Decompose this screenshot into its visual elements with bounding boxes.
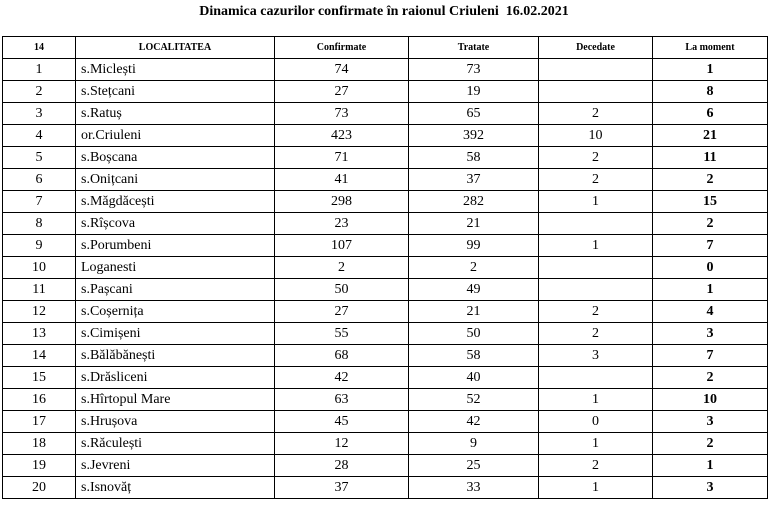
row-tratate-cell: 392 (409, 125, 539, 147)
row-localitatea-cell: s.Ratuș (76, 103, 275, 125)
row-decedate-cell (539, 213, 653, 235)
row-confirmate-cell: 298 (275, 191, 409, 213)
row-decedate-cell: 10 (539, 125, 653, 147)
row-number-cell: 17 (3, 411, 76, 433)
table-row (3, 257, 768, 279)
row-localitatea-cell: s.Măgdăcești (76, 191, 275, 213)
row-number-cell: 11 (3, 279, 76, 301)
row-la-moment-cell: 0 (653, 257, 768, 279)
row-localitatea-cell: s.Pașcani (76, 279, 275, 301)
row-localitatea-cell: s.Rîșcova (76, 213, 275, 235)
row-tratate-cell: 99 (409, 235, 539, 257)
row-tratate-cell: 50 (409, 323, 539, 345)
table-header-row (3, 37, 768, 59)
row-decedate-cell: 0 (539, 411, 653, 433)
row-confirmate-cell: 28 (275, 455, 409, 477)
row-confirmate-cell: 71 (275, 147, 409, 169)
row-la-moment-cell: 3 (653, 477, 768, 499)
row-confirmate-cell: 55 (275, 323, 409, 345)
row-number-cell: 15 (3, 367, 76, 389)
row-localitatea-cell: s.Hrușova (76, 411, 275, 433)
table-row (3, 169, 768, 191)
row-la-moment-cell: 1 (653, 279, 768, 301)
row-decedate-cell (539, 367, 653, 389)
row-number-cell: 9 (3, 235, 76, 257)
cases-table (2, 36, 768, 499)
row-la-moment-cell: 2 (653, 213, 768, 235)
row-confirmate-cell: 50 (275, 279, 409, 301)
table-row (3, 433, 768, 455)
row-la-moment-cell: 3 (653, 411, 768, 433)
row-decedate-cell: 1 (539, 389, 653, 411)
row-confirmate-cell: 74 (275, 59, 409, 81)
row-number-cell: 16 (3, 389, 76, 411)
row-number-cell: 2 (3, 81, 76, 103)
row-la-moment-cell: 7 (653, 345, 768, 367)
row-tratate-cell: 9 (409, 433, 539, 455)
row-number-cell: 7 (3, 191, 76, 213)
row-confirmate-cell: 41 (275, 169, 409, 191)
row-confirmate-cell: 45 (275, 411, 409, 433)
table-row (3, 103, 768, 125)
table-body (3, 59, 768, 499)
row-decedate-cell: 2 (539, 323, 653, 345)
row-number-cell: 12 (3, 301, 76, 323)
row-localitatea-cell: s.Jevreni (76, 455, 275, 477)
table-row (3, 235, 768, 257)
row-tratate-cell: 33 (409, 477, 539, 499)
header-la-moment: La moment (653, 37, 768, 59)
table-row (3, 191, 768, 213)
table-row (3, 147, 768, 169)
row-decedate-cell: 2 (539, 455, 653, 477)
table-row (3, 367, 768, 389)
row-number-cell: 18 (3, 433, 76, 455)
row-number-cell: 8 (3, 213, 76, 235)
row-localitatea-cell: s.Hîrtopul Mare (76, 389, 275, 411)
row-localitatea-cell: s.Coșernița (76, 301, 275, 323)
table-row (3, 301, 768, 323)
table-row (3, 323, 768, 345)
row-decedate-cell: 1 (539, 191, 653, 213)
row-number-cell: 20 (3, 477, 76, 499)
row-localitatea-cell: s.Boșcana (76, 147, 275, 169)
row-confirmate-cell: 423 (275, 125, 409, 147)
row-localitatea-cell: s.Răculești (76, 433, 275, 455)
header-confirmate: Confirmate (275, 37, 409, 59)
row-decedate-cell: 1 (539, 433, 653, 455)
row-tratate-cell: 21 (409, 301, 539, 323)
row-decedate-cell (539, 59, 653, 81)
table-row (3, 345, 768, 367)
row-number-cell: 3 (3, 103, 76, 125)
row-la-moment-cell: 1 (653, 59, 768, 81)
row-confirmate-cell: 27 (275, 81, 409, 103)
row-tratate-cell: 73 (409, 59, 539, 81)
row-localitatea-cell: s.Porumbeni (76, 235, 275, 257)
row-tratate-cell: 37 (409, 169, 539, 191)
header-decedate: Decedate (539, 37, 653, 59)
row-decedate-cell: 1 (539, 235, 653, 257)
row-confirmate-cell: 27 (275, 301, 409, 323)
row-la-moment-cell: 21 (653, 125, 768, 147)
row-decedate-cell (539, 257, 653, 279)
header-tratate: Tratate (409, 37, 539, 59)
row-decedate-cell: 1 (539, 477, 653, 499)
document-title: Dinamica cazurilor confirmate în raionul Criuleni 16.02.2021 (199, 4, 569, 19)
table-row (3, 411, 768, 433)
row-la-moment-cell: 2 (653, 169, 768, 191)
row-decedate-cell (539, 81, 653, 103)
row-number-cell: 10 (3, 257, 76, 279)
row-localitatea-cell: s.Drăsliceni (76, 367, 275, 389)
row-confirmate-cell: 73 (275, 103, 409, 125)
table-row (3, 455, 768, 477)
row-la-moment-cell: 6 (653, 103, 768, 125)
row-confirmate-cell: 63 (275, 389, 409, 411)
table-row (3, 81, 768, 103)
row-la-moment-cell: 3 (653, 323, 768, 345)
row-la-moment-cell: 4 (653, 301, 768, 323)
row-tratate-cell: 52 (409, 389, 539, 411)
row-tratate-cell: 21 (409, 213, 539, 235)
row-confirmate-cell: 12 (275, 433, 409, 455)
row-tratate-cell: 58 (409, 345, 539, 367)
row-localitatea-cell: s.Onițcani (76, 169, 275, 191)
row-decedate-cell: 2 (539, 169, 653, 191)
row-la-moment-cell: 8 (653, 81, 768, 103)
row-localitatea-cell: s.Stețcani (76, 81, 275, 103)
row-la-moment-cell: 2 (653, 433, 768, 455)
row-tratate-cell: 40 (409, 367, 539, 389)
row-la-moment-cell: 1 (653, 455, 768, 477)
row-tratate-cell: 58 (409, 147, 539, 169)
row-confirmate-cell: 42 (275, 367, 409, 389)
row-tratate-cell: 42 (409, 411, 539, 433)
row-number-cell: 6 (3, 169, 76, 191)
row-la-moment-cell: 2 (653, 367, 768, 389)
row-confirmate-cell: 107 (275, 235, 409, 257)
row-tratate-cell: 282 (409, 191, 539, 213)
table-row (3, 279, 768, 301)
row-tratate-cell: 65 (409, 103, 539, 125)
row-la-moment-cell: 11 (653, 147, 768, 169)
row-number-cell: 4 (3, 125, 76, 147)
row-decedate-cell: 2 (539, 147, 653, 169)
row-la-moment-cell: 10 (653, 389, 768, 411)
header-localitatea: LOCALITATEA (76, 37, 275, 59)
table-row (3, 477, 768, 499)
row-la-moment-cell: 15 (653, 191, 768, 213)
table-row (3, 389, 768, 411)
table-row (3, 213, 768, 235)
row-number-cell: 19 (3, 455, 76, 477)
row-tratate-cell: 19 (409, 81, 539, 103)
row-localitatea-cell: s.Bălăbănești (76, 345, 275, 367)
row-tratate-cell: 25 (409, 455, 539, 477)
row-decedate-cell: 2 (539, 301, 653, 323)
row-confirmate-cell: 37 (275, 477, 409, 499)
row-number-cell: 5 (3, 147, 76, 169)
row-localitatea-cell: or.Criuleni (76, 125, 275, 147)
row-number-cell: 14 (3, 345, 76, 367)
row-confirmate-cell: 2 (275, 257, 409, 279)
row-tratate-cell: 49 (409, 279, 539, 301)
row-localitatea-cell: s.Isnovăț (76, 477, 275, 499)
header-number: 14 (3, 37, 76, 59)
row-decedate-cell (539, 279, 653, 301)
table-row (3, 125, 768, 147)
row-confirmate-cell: 68 (275, 345, 409, 367)
row-localitatea-cell: s.Cimișeni (76, 323, 275, 345)
table-row (3, 59, 768, 81)
row-localitatea-cell: s.Miclești (76, 59, 275, 81)
row-number-cell: 13 (3, 323, 76, 345)
row-localitatea-cell: Loganesti (76, 257, 275, 279)
row-tratate-cell: 2 (409, 257, 539, 279)
row-la-moment-cell: 7 (653, 235, 768, 257)
row-decedate-cell: 3 (539, 345, 653, 367)
row-confirmate-cell: 23 (275, 213, 409, 235)
row-decedate-cell: 2 (539, 103, 653, 125)
row-number-cell: 1 (3, 59, 76, 81)
